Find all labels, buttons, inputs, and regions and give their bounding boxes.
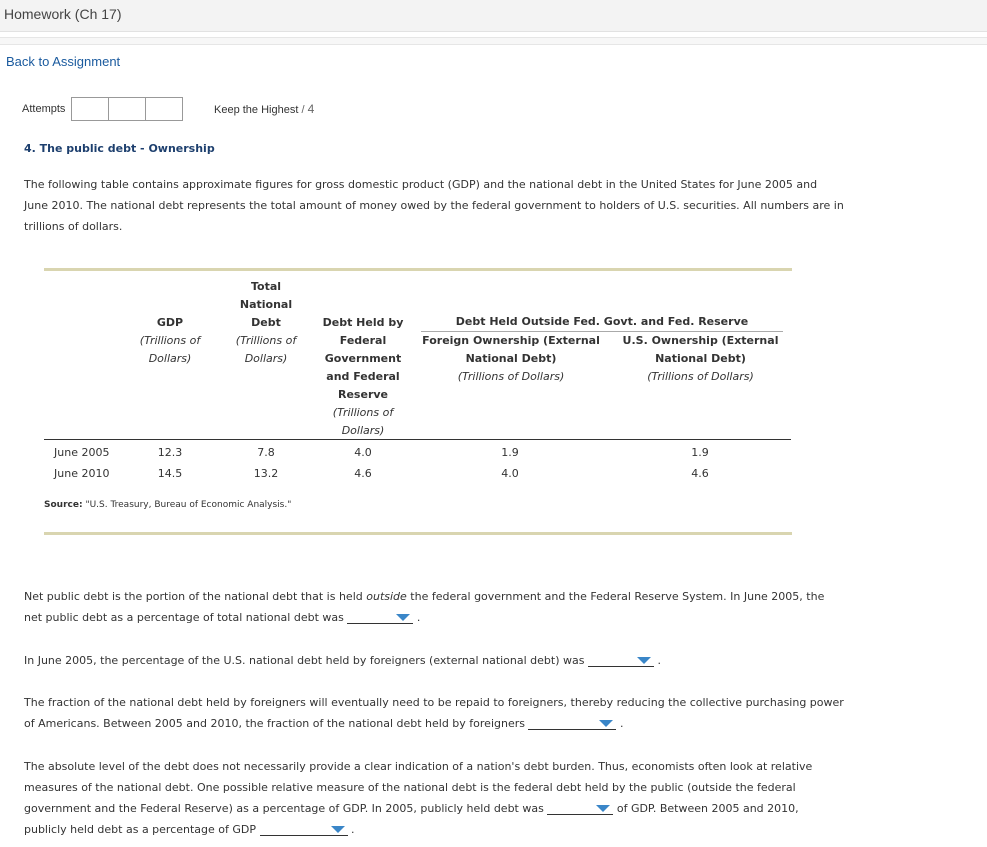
back-to-assignment-link[interactable]: Back to Assignment — [6, 54, 121, 69]
cell-held-fed: 4.6 — [354, 467, 372, 480]
cell-total-debt: 13.2 — [253, 467, 279, 480]
cell-us: 1.9 — [691, 446, 709, 459]
chevron-down-icon — [596, 805, 610, 812]
row-label: June 2010 — [54, 467, 110, 480]
answer-dropdown-2[interactable] — [588, 655, 654, 667]
chevron-down-icon — [637, 657, 651, 664]
answer-dropdown-3[interactable] — [528, 718, 616, 730]
answer-dropdown-1[interactable] — [347, 612, 413, 624]
cell-foreign: 4.0 — [501, 467, 519, 480]
attempt-boxes — [71, 97, 182, 121]
table-top-border — [44, 268, 792, 271]
question-title: 4. The public debt - Ownership — [24, 142, 215, 155]
attempt-box — [108, 97, 146, 121]
keep-highest — [214, 102, 314, 116]
attempts-label: Attempts — [22, 103, 66, 115]
attempt-box — [145, 97, 183, 121]
answer-dropdown-4[interactable] — [547, 803, 613, 815]
table-header-rule — [44, 439, 791, 440]
keep-highest-label: Keep the Highest — [214, 104, 299, 116]
header-foreign: Foreign Ownership (External National Debt) (Trillions of Dollars) — [422, 334, 600, 383]
question-intro: The following table contains approximate figures for gross domestic product (GDP) and the national debt in the United States for June 2005 and June 2010. The national debt represents the total amount of money owed by the federal government to holders of U.S. securities. All numbers are in trillions of dollars. — [24, 178, 844, 233]
max-points: 4 — [307, 102, 315, 116]
answer-dropdown-5[interactable] — [260, 824, 348, 836]
chevron-down-icon — [331, 826, 345, 833]
attempt-box — [71, 97, 109, 121]
row-label: June 2005 — [54, 446, 110, 459]
cell-gdp: 12.3 — [157, 446, 183, 459]
header-outside-group: Debt Held Outside Fed. Govt. and Fed. Reserve — [455, 315, 749, 328]
table-source: Source: "U.S. Treasury, Bureau of Economic Analysis." — [44, 500, 292, 510]
chevron-down-icon — [396, 614, 410, 621]
question-foreign-percentage: In June 2005, the percentage of the U.S. national debt held by foreigners (external national debt) was . — [24, 654, 661, 667]
window-title: Homework (Ch 17) — [4, 6, 122, 22]
cell-foreign: 1.9 — [501, 446, 519, 459]
cell-us: 4.6 — [691, 467, 709, 480]
header-divider — [0, 37, 987, 45]
header-gdp: GDP (Trillions of Dollars) — [139, 316, 201, 365]
chevron-down-icon — [599, 720, 613, 727]
header-total-debt: Total National Debt (Trillions of Dollars) — [235, 280, 297, 365]
cell-held-fed: 4.0 — [354, 446, 372, 459]
cell-total-debt: 7.8 — [257, 446, 275, 459]
question-net-public-debt: Net public debt is the portion of the national debt that is held outside the federal government and the Federal Reserve System. In June 2005, the net public debt as a percentage of total national debt was . — [24, 590, 825, 624]
window-titlebar — [0, 0, 987, 32]
question-foreign-fraction: The fraction of the national debt held by foreigners will eventually need to be repaid to foreigners, thereby reducing the collective purchasing power of Americans. Between 2005 and 2010, the fraction of the national debt held by foreigners . — [24, 696, 844, 730]
question-debt-gdp: The absolute level of the debt does not necessarily provide a clear indication of a nation's debt burden. Thus, economists often look at relative measures of the national debt. One possible relative measure of the national debt is the federal debt held by the public (outside the federal government and the Federal Reserve) as a percentage of GDP. In 2005, publicly held debt was of GDP. Between 2005 and 2010, publicly held debt as a percentage of GDP . — [24, 760, 813, 836]
cell-gdp: 14.5 — [157, 467, 183, 480]
header-us: U.S. Ownership (External National Debt) (Trillions of Dollars) — [622, 334, 779, 383]
points-separator: / — [301, 104, 305, 116]
header-held-fed: Debt Held by Federal Government and Federal Reserve (Trillions of Dollars) — [322, 316, 404, 437]
table-bottom-border — [44, 532, 792, 535]
